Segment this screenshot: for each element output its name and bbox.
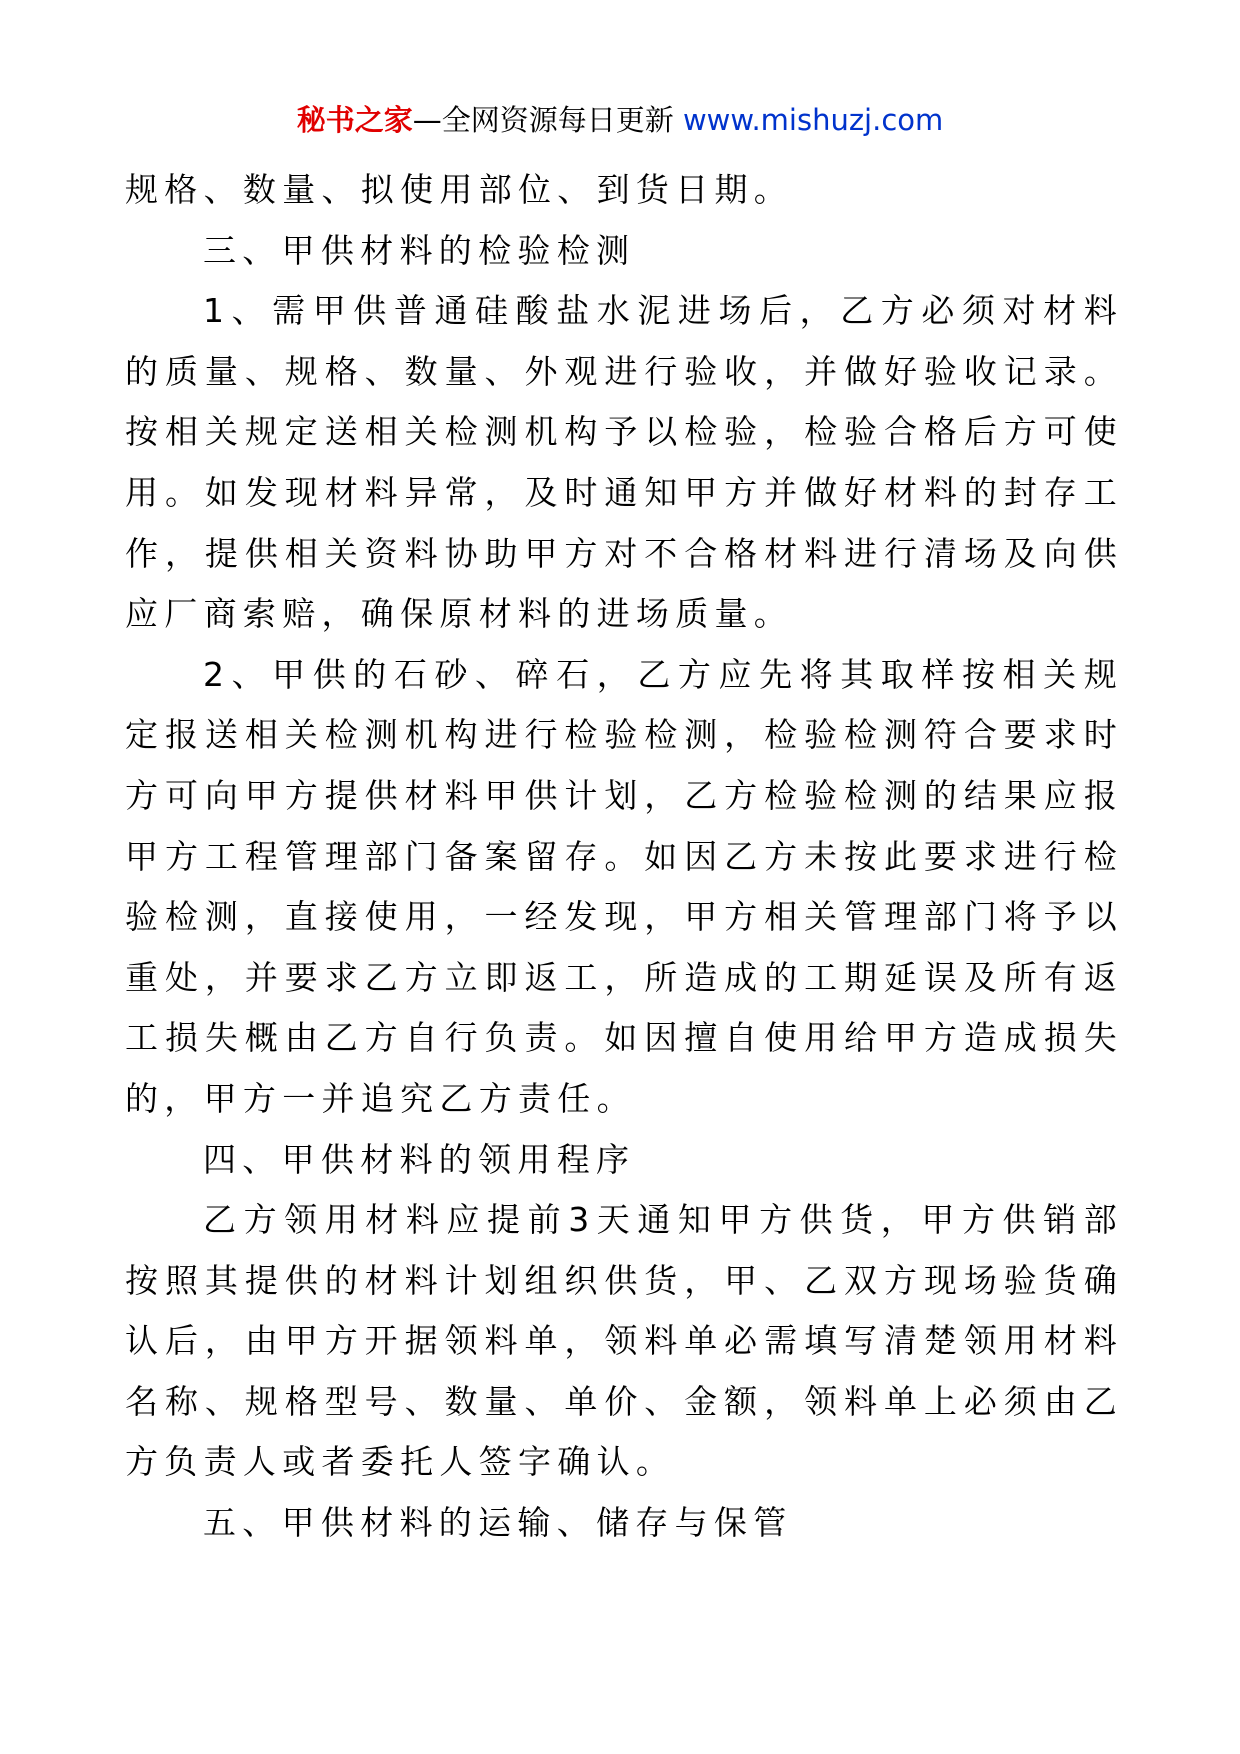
section-heading-4: 四、甲供材料的领用程序 [203, 1139, 636, 1179]
paragraph-requisition: 乙方领用材料应提前3天通知甲方供货，甲方供销部按照其提供的材料计划组织供货，甲、乙双方现场验货确认后，由甲方开据领料单，领料单必需填写清楚领用材料名称、规格型号、数量、单价、金额，领料单上必须由乙方负责人或者委托人签字确认。 [125, 1200, 1123, 1482]
document-body [125, 160, 1123, 1554]
paragraph-item-1: 1、需甲供普通硅酸盐水泥进场后，乙方必须对材料的质量、规格、数量、外观进行验收，并做好验收记录。按相关规定送相关检测机构予以检验，检验合格后方可使用。如发现材料异常，及时通知甲方并做好材料的封存工作，提供相关资料协助甲方对不合格材料进行清场及向供应厂商索赔，确保原材料的进场质量。 [125, 291, 1123, 634]
header-tagline: —全网资源每日更新 [412, 103, 674, 137]
section-heading-3: 三、甲供材料的检验检测 [203, 230, 636, 270]
paragraph-item-2: 2、甲供的石砂、碎石，乙方应先将其取样按相关规定报送相关检测机构进行检验检测，检验检测符合要求时方可向甲方提供材料甲供计划，乙方检验检测的结果应报甲方工程管理部门备案留存。如因乙方未按此要求进行检验检测，直接使用，一经发现，甲方相关管理部门将予以重处，并要求乙方立即返工，所造成的工期延误及所有返工损失概由乙方自行负责。如因擅自使用给甲方造成损失的，甲方一并追究乙方责任。 [125, 654, 1123, 1118]
site-url[interactable]: www.mishuzj.com [682, 103, 944, 137]
site-header [0, 100, 1240, 140]
paragraph-continuation: 规格、数量、拟使用部位、到货日期。 [125, 170, 794, 209]
section-heading-5: 五、甲供材料的运输、储存与保管 [203, 1503, 793, 1543]
brand-name: 秘书之家 [296, 103, 413, 137]
